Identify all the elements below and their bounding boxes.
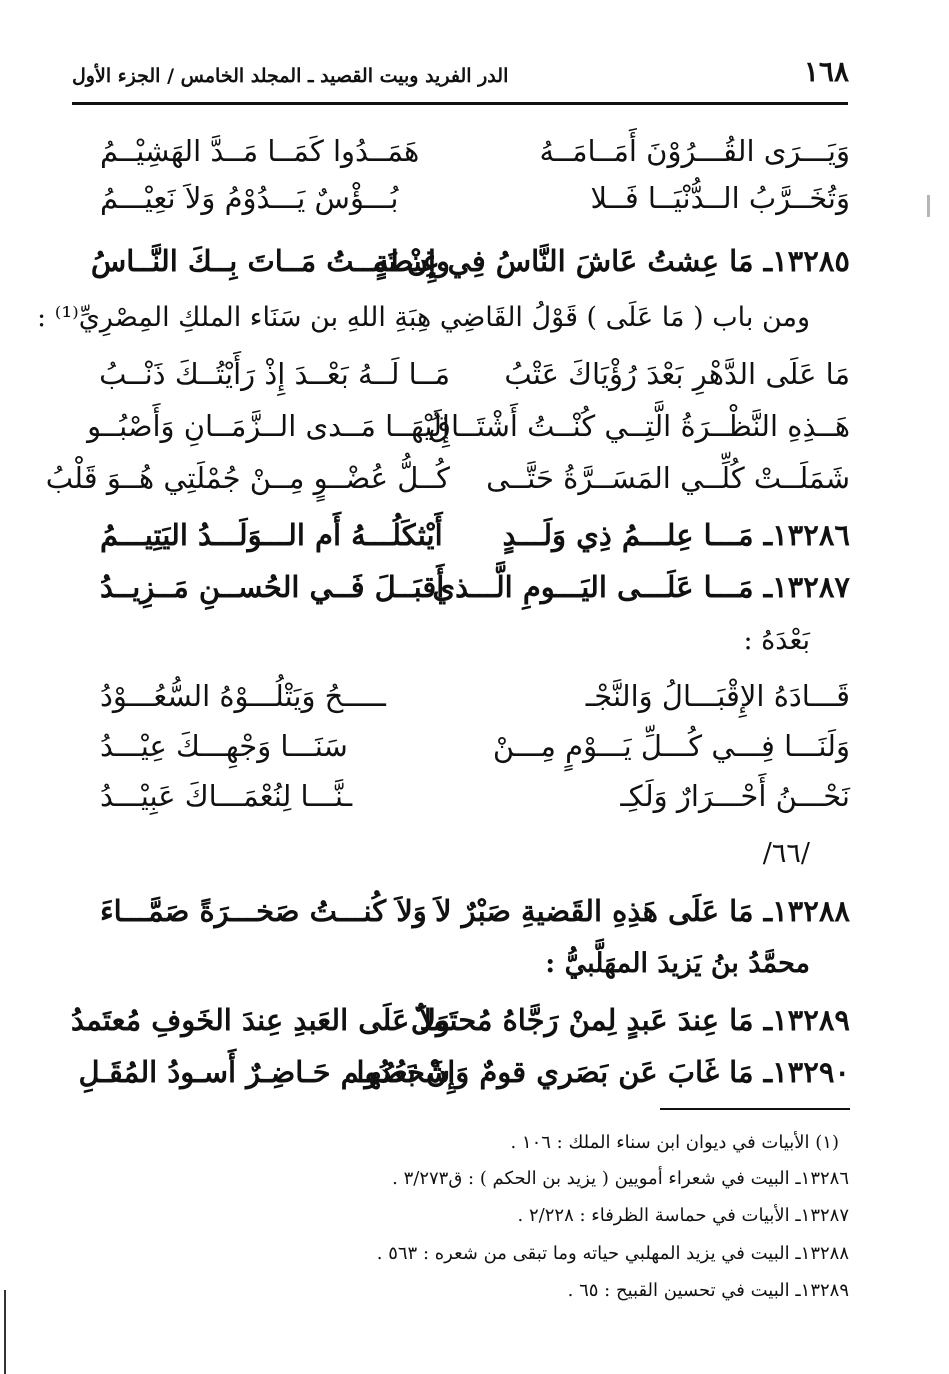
hemistich-left: أَيْثكَلُـــهُ أَم الـــوَلَـــدُ اليَتِيـــمُ (100, 518, 443, 552)
intro-line-after: بَعْدَهُ : (743, 625, 810, 656)
verse-13290 (78, 1048, 850, 1100)
hemistich-left: مَــا لَــهُ بَعْــدَ إِذْ رَأَيْتُــكَ ذَنْــبُ (99, 357, 450, 391)
verse-13286 (100, 511, 850, 563)
hemistich-left: بُـــؤْسٌ يَـــدُوْمُ وَلاَ نَعِيْـــمُ (100, 181, 399, 215)
hemistich-left: أَقبَــلَ فَــي الحُســنِ مَــزِيــدُ (100, 570, 445, 604)
hemistich-right: ١٣٢٨٩ـ مَا عِندَ عَبدٍ لِمنْ رَجَّاهُ مُحتَملٌ (410, 1003, 850, 1037)
hemistich-left: هَمَــدُوا كَمَــا مَــدَّ الهَشِيْــمُ (100, 134, 420, 168)
hemistich-right: مَا عَلَى الدَّهْرِ بَعْدَ رُؤْيَاكَ عَتْبُ (504, 357, 850, 391)
hemistich-right: ١٣٢٩٠ـ مَا غَابَ عَن بَصَري قومٌ وَإِنْ بَعُدُوا (356, 1055, 850, 1089)
hemistich-right: ١٣٢٨٦ـ مَـــا عِلـــمُ ذِي وَلَـــدٍ (502, 518, 850, 552)
verse-13288 (100, 887, 850, 939)
scan-edge-line (4, 1290, 6, 1374)
verse-opening-1 (100, 127, 850, 179)
intro-line-muhallabi: محمَّدُ بنُ يَزيدَ المهَلَّبيُّ : (545, 948, 810, 979)
hemistich-left: ـنَّـــا لِنُعْمَـــاكَ عَبِيْـــدُ (100, 779, 353, 813)
verse-group2-3 (100, 772, 850, 824)
scan-edge-mark (927, 195, 930, 217)
running-title: الدر الفريد وبيت القصيد ـ المجلد الخامس / الجزء الأول (72, 65, 509, 87)
verse-13285 (90, 237, 850, 289)
footnote-rule (660, 1108, 850, 1110)
hemistich-right: وَتُخَــرَّبُ الــدُّنْيَــا فَــلا (590, 181, 850, 215)
footnote-1: (١) الأبيات في ديوان ابن سناء الملك : ١٠٦ . (510, 1132, 839, 1153)
verse-group2-2 (100, 722, 850, 774)
footnote-13288: ١٣٢٨٨ـ البيت في يزيد المهلبي حياته وما تبقى من شعره : ٥٦٣ . (376, 1243, 849, 1264)
hemistich-right: وَلَنَـــا فِـــي كُـــلِّ يَـــوْمٍ مِـــنْ (492, 729, 850, 763)
verse-13289 (70, 996, 850, 1048)
page-number: ١٦٨ (803, 55, 849, 88)
header-rule (72, 102, 848, 105)
intro-line-ibn-sana-almulk: ومن باب ( مَا عَلَى ) قَوْلُ القَاضِي هِبَةِ اللهِ بن سَنَاء الملكِ المِصْرِيِّ⁽¹⁾ : (37, 302, 810, 333)
verse-group1-1 (100, 350, 850, 402)
hemistich-left: وَلاَ كُنـــتُ صَخـــرَةً صَمَّـــاءَ (100, 894, 427, 928)
verse-13287 (100, 563, 850, 615)
page-header (72, 55, 849, 95)
footnote-13286: ١٣٢٨٦ـ البيت في شعراء أمويين ( يزيد بن الحكم ) : ق٣/٢٧٣ . (392, 1168, 849, 1189)
hemistich-right: وَيَـــرَى القُـــرُوْنَ أَمَــامَــهُ (539, 134, 850, 168)
manuscript-folio-marker: /٦٦/ (762, 838, 810, 869)
hemistich-right: قَـــادَهُ الإِقْبَـــالُ وَالنَّجْـ (585, 679, 850, 713)
footnote-13287: ١٣٢٨٧ـ الأبيات في حماسة الظرفاء : ٢/٢٢٨ . (517, 1205, 849, 1226)
verse-group1-3 (45, 454, 850, 506)
footnote-13289: ١٣٢٨٩ـ البيت في تحسين القبيح : ٦٥ . (567, 1280, 849, 1301)
hemistich-left: شَخصُهـم حَـاضِـرٌ أَسـودُ المُقَـلِ (78, 1055, 450, 1089)
hemistich-right: ١٣٢٨٥ـ مَا عِشتُ عَاشَ النَّاسُ فِي غِبطةٍ (374, 244, 850, 278)
hemistich-right: نَحْـــنُ أَحْـــرَارٌ وَلَكِـ (620, 779, 850, 813)
verse-group1-2 (87, 402, 850, 454)
hemistich-left: وَلاَ عَلَى العَبدِ عِندَ الخَوفِ مُعتَمدُ (70, 1003, 450, 1037)
verse-opening-2 (100, 174, 850, 226)
hemistich-left: وإِنْ تَمــتُ مَــاتَ بِــكَ النَّــاسُ (90, 244, 450, 278)
hemistich-left: ـــــحُ وَيَتْلُـــوْهُ السُّعُـــوْدُ (100, 679, 386, 713)
hemistich-right: ١٣٢٨٨ـ مَا عَلَى هَذِهِ القَضيةِ صَبْرٌ لاَ (434, 894, 850, 928)
hemistich-right: ١٣٢٨٧ـ مَـــا عَلَـــى اليَـــومِ الَّـــذي (432, 570, 850, 604)
hemistich-right: شَمَلَــتْ كُلِّــي المَسَــرَّةُ حَتَّــى (486, 461, 850, 495)
hemistich-left: كُــلُّ عُضْــوٍ مِــنْ جُمْلَتِي هُــوَ قَلْبُ (45, 461, 450, 495)
hemistich-right: هَــذِهِ النَّظْــرَةُ الَّتِــي كُنْــتُ أَشْتَــاقُ (428, 409, 850, 443)
hemistich-left: سَنَـــا وَجْهِـــكَ عِيْـــدُ (100, 729, 348, 763)
hemistich-left: إِلَيْهَــا مَــدى الــزَّمَــانِ وَأَصْبُــو (87, 409, 450, 443)
verse-group2-1 (100, 672, 850, 724)
